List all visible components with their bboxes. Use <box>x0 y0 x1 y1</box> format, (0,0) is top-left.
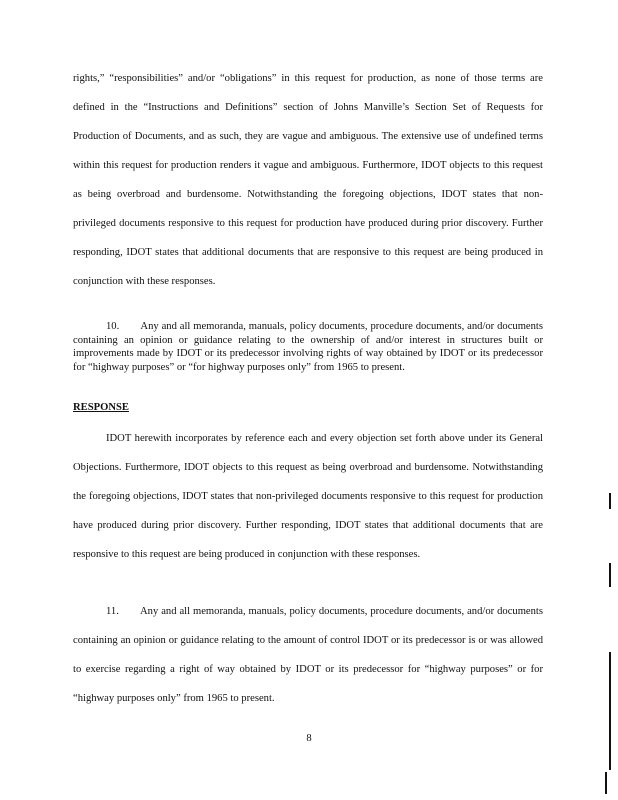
page-number: 8 <box>306 733 312 744</box>
scan-margin-mark <box>609 652 611 770</box>
response-heading: RESPONSE <box>73 402 129 413</box>
scan-margin-mark <box>605 772 607 794</box>
request-11-paragraph: 11. Any and all memoranda, manuals, policy documents, procedure documents, and/or documents containing an opinion or guidance relating to the amount of control IDOT or its predecessor is or was allowed to exercise regarding a right of way obtained by IDOT or its predecessor for “highway purposes” or for “highway purposes only” from 1965 to present. <box>73 606 543 704</box>
continuation-paragraph: rights,” “responsibilities” and/or “obligations” in this request for production, as none of those terms are defined in the “Instructions and Definitions” section of Johns Manville’s Section Set of Requests for Production of Documents, and as such, they are vague and ambiguous. The extensive use of undefined terms within this request for production renders it vague and ambiguous. Furthermore, IDOT objects to this request as being overbroad and burdensome. Notwithstanding the foregoing objections, IDOT states that non-privileged documents responsive to this request for production have produced during prior discovery. Further responding, IDOT states that additional documents that are responsive to this request are being produced in conjunction with these responses. <box>73 73 543 287</box>
request-10-paragraph: 10. Any and all memoranda, manuals, policy documents, procedure documents, and/or documents containing an opinion or guidance relating to the ownership of and/or interest in structures built or improvements made by IDOT or its predecessor involving rights of way obtained by IDOT or its predecessor for “highway purposes” or “for highway purposes only” from 1965 to present. <box>73 321 543 373</box>
scan-margin-mark <box>609 493 611 509</box>
response-10-paragraph: IDOT herewith incorporates by reference each and every objection set forth above under its General Objections. Furthermore, IDOT objects to this request as being overbroad and burdensome. Notwithstanding the foregoing objections, IDOT states that non-privileged documents responsive to this request for production have produced during prior discovery. Further responding, IDOT states that additional documents that are responsive to this request are being produced in conjunction with these responses. <box>73 433 543 560</box>
scan-margin-mark <box>609 563 611 587</box>
